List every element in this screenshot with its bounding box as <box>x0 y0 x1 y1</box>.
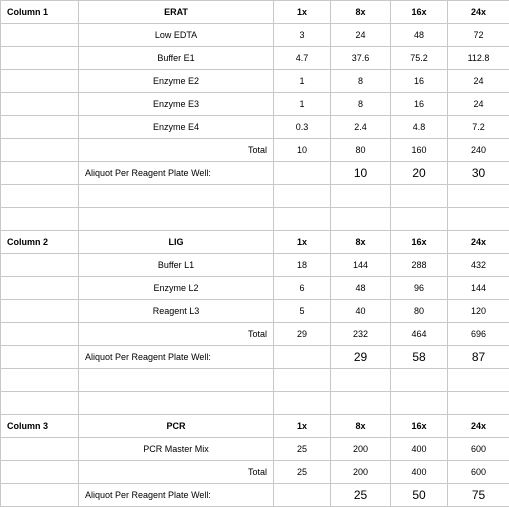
reagent-value: 96 <box>391 277 448 300</box>
reagent-value: 40 <box>331 300 391 323</box>
total-row <box>1 139 509 162</box>
reagent-value: 144 <box>448 277 509 300</box>
reagent-value: 200 <box>331 438 391 461</box>
reagent-value: 6 <box>274 277 331 300</box>
reagent-value: 288 <box>391 254 448 277</box>
reagent-name: Enzyme L2 <box>79 277 274 300</box>
aliquot-value: 30 <box>448 162 509 185</box>
reagent-value: 18 <box>274 254 331 277</box>
table-body <box>1 1 509 507</box>
reagent-value: 37.6 <box>331 47 391 70</box>
total-label: Total <box>79 139 274 162</box>
reagent-row <box>1 70 509 93</box>
reagent-name: Low EDTA <box>79 24 274 47</box>
blank-cell <box>448 208 509 231</box>
reagent-name: Enzyme E3 <box>79 93 274 116</box>
blank-cell <box>1 300 79 323</box>
reagent-value: 80 <box>391 300 448 323</box>
aliquot-label: Aliquot Per Reagent Plate Well: <box>79 346 274 369</box>
scale-header: 8x <box>331 231 391 254</box>
blank-cell <box>1 484 79 507</box>
reagent-row <box>1 116 509 139</box>
total-value: 80 <box>331 139 391 162</box>
scale-header: 16x <box>391 415 448 438</box>
blank-cell <box>448 392 509 415</box>
reagent-value: 24 <box>331 24 391 47</box>
total-value: 25 <box>274 461 331 484</box>
aliquot-label: Aliquot Per Reagent Plate Well: <box>79 484 274 507</box>
blank-cell <box>391 185 448 208</box>
blank-cell <box>331 185 391 208</box>
blank-cell <box>391 369 448 392</box>
blank-cell <box>1 116 79 139</box>
reagent-value: 16 <box>391 70 448 93</box>
aliquot-value: 58 <box>391 346 448 369</box>
blank-cell <box>274 392 331 415</box>
section-header-row <box>1 1 509 24</box>
reagent-value: 4.8 <box>391 116 448 139</box>
column-label: Column 2 <box>1 231 79 254</box>
blank-cell <box>1 438 79 461</box>
blank-cell <box>331 208 391 231</box>
aliquot-row <box>1 346 509 369</box>
total-value: 232 <box>331 323 391 346</box>
blank-cell <box>79 208 274 231</box>
spacer-row <box>1 369 509 392</box>
blank-cell <box>1 392 79 415</box>
section-header-row <box>1 415 509 438</box>
reagent-value: 120 <box>448 300 509 323</box>
blank-cell <box>331 369 391 392</box>
blank-cell <box>331 392 391 415</box>
reagent-row <box>1 24 509 47</box>
blank-cell <box>274 162 331 185</box>
blank-cell <box>1 185 79 208</box>
blank-cell <box>79 185 274 208</box>
aliquot-value: 75 <box>448 484 509 507</box>
reagent-value: 144 <box>331 254 391 277</box>
reagent-value: 48 <box>391 24 448 47</box>
reagent-row <box>1 277 509 300</box>
reagent-value: 1 <box>274 93 331 116</box>
total-row <box>1 323 509 346</box>
reagent-row <box>1 300 509 323</box>
reagent-value: 72 <box>448 24 509 47</box>
spacer-row <box>1 208 509 231</box>
reagent-value: 5 <box>274 300 331 323</box>
reagent-value: 1 <box>274 70 331 93</box>
total-value: 160 <box>391 139 448 162</box>
reagent-value: 24 <box>448 93 509 116</box>
reagent-name: Enzyme E2 <box>79 70 274 93</box>
reagent-value: 25 <box>274 438 331 461</box>
reagent-value: 8 <box>331 93 391 116</box>
aliquot-value: 87 <box>448 346 509 369</box>
section-name: PCR <box>79 415 274 438</box>
total-label: Total <box>79 323 274 346</box>
blank-cell <box>274 346 331 369</box>
blank-cell <box>1 93 79 116</box>
aliquot-row <box>1 162 509 185</box>
column-label: Column 1 <box>1 1 79 24</box>
total-value: 400 <box>391 461 448 484</box>
scale-header: 24x <box>448 415 509 438</box>
aliquot-value: 25 <box>331 484 391 507</box>
section-name: ERAT <box>79 1 274 24</box>
blank-cell <box>79 369 274 392</box>
scale-header: 8x <box>331 415 391 438</box>
reagent-value: 7.2 <box>448 116 509 139</box>
reagent-value: 4.7 <box>274 47 331 70</box>
blank-cell <box>274 369 331 392</box>
total-value: 10 <box>274 139 331 162</box>
blank-cell <box>1 208 79 231</box>
total-value: 29 <box>274 323 331 346</box>
blank-cell <box>1 254 79 277</box>
blank-cell <box>274 484 331 507</box>
reagent-value: 16 <box>391 93 448 116</box>
blank-cell <box>1 24 79 47</box>
blank-cell <box>274 208 331 231</box>
scale-header: 1x <box>274 1 331 24</box>
blank-cell <box>1 277 79 300</box>
reagent-row <box>1 93 509 116</box>
total-value: 464 <box>391 323 448 346</box>
reagent-value: 432 <box>448 254 509 277</box>
total-value: 200 <box>331 461 391 484</box>
total-label: Total <box>79 461 274 484</box>
aliquot-value: 10 <box>331 162 391 185</box>
scale-header: 24x <box>448 231 509 254</box>
blank-cell <box>448 185 509 208</box>
reagent-value: 0.3 <box>274 116 331 139</box>
reagent-value: 400 <box>391 438 448 461</box>
reagent-value: 8 <box>331 70 391 93</box>
blank-cell <box>448 369 509 392</box>
reagent-value: 3 <box>274 24 331 47</box>
aliquot-label: Aliquot Per Reagent Plate Well: <box>79 162 274 185</box>
reagent-name: Reagent L3 <box>79 300 274 323</box>
aliquot-value: 50 <box>391 484 448 507</box>
section-name: LIG <box>79 231 274 254</box>
reagent-value: 112.8 <box>448 47 509 70</box>
reagent-row <box>1 47 509 70</box>
section-header-row <box>1 231 509 254</box>
blank-cell <box>1 369 79 392</box>
reagent-value: 75.2 <box>391 47 448 70</box>
total-value: 240 <box>448 139 509 162</box>
reagent-row <box>1 438 509 461</box>
scale-header: 24x <box>448 1 509 24</box>
scale-header: 1x <box>274 415 331 438</box>
blank-cell <box>1 461 79 484</box>
blank-cell <box>1 139 79 162</box>
reagent-name: PCR Master Mix <box>79 438 274 461</box>
reagent-value: 600 <box>448 438 509 461</box>
scale-header: 16x <box>391 1 448 24</box>
reagent-name: Enzyme E4 <box>79 116 274 139</box>
blank-cell <box>1 47 79 70</box>
scale-header: 1x <box>274 231 331 254</box>
total-value: 600 <box>448 461 509 484</box>
reagent-value: 48 <box>331 277 391 300</box>
reagent-name: Buffer L1 <box>79 254 274 277</box>
aliquot-value: 20 <box>391 162 448 185</box>
total-value: 696 <box>448 323 509 346</box>
blank-cell <box>391 208 448 231</box>
spacer-row <box>1 185 509 208</box>
blank-cell <box>1 70 79 93</box>
column-label: Column 3 <box>1 415 79 438</box>
reagent-name: Buffer E1 <box>79 47 274 70</box>
blank-cell <box>1 323 79 346</box>
total-row <box>1 461 509 484</box>
blank-cell <box>274 185 331 208</box>
aliquot-value: 29 <box>331 346 391 369</box>
scale-header: 16x <box>391 231 448 254</box>
blank-cell <box>391 392 448 415</box>
reagent-row <box>1 254 509 277</box>
blank-cell <box>1 346 79 369</box>
spacer-row <box>1 392 509 415</box>
blank-cell <box>1 162 79 185</box>
reagent-value: 2.4 <box>331 116 391 139</box>
blank-cell <box>79 392 274 415</box>
scale-header: 8x <box>331 1 391 24</box>
reagent-value: 24 <box>448 70 509 93</box>
aliquot-row <box>1 484 509 507</box>
